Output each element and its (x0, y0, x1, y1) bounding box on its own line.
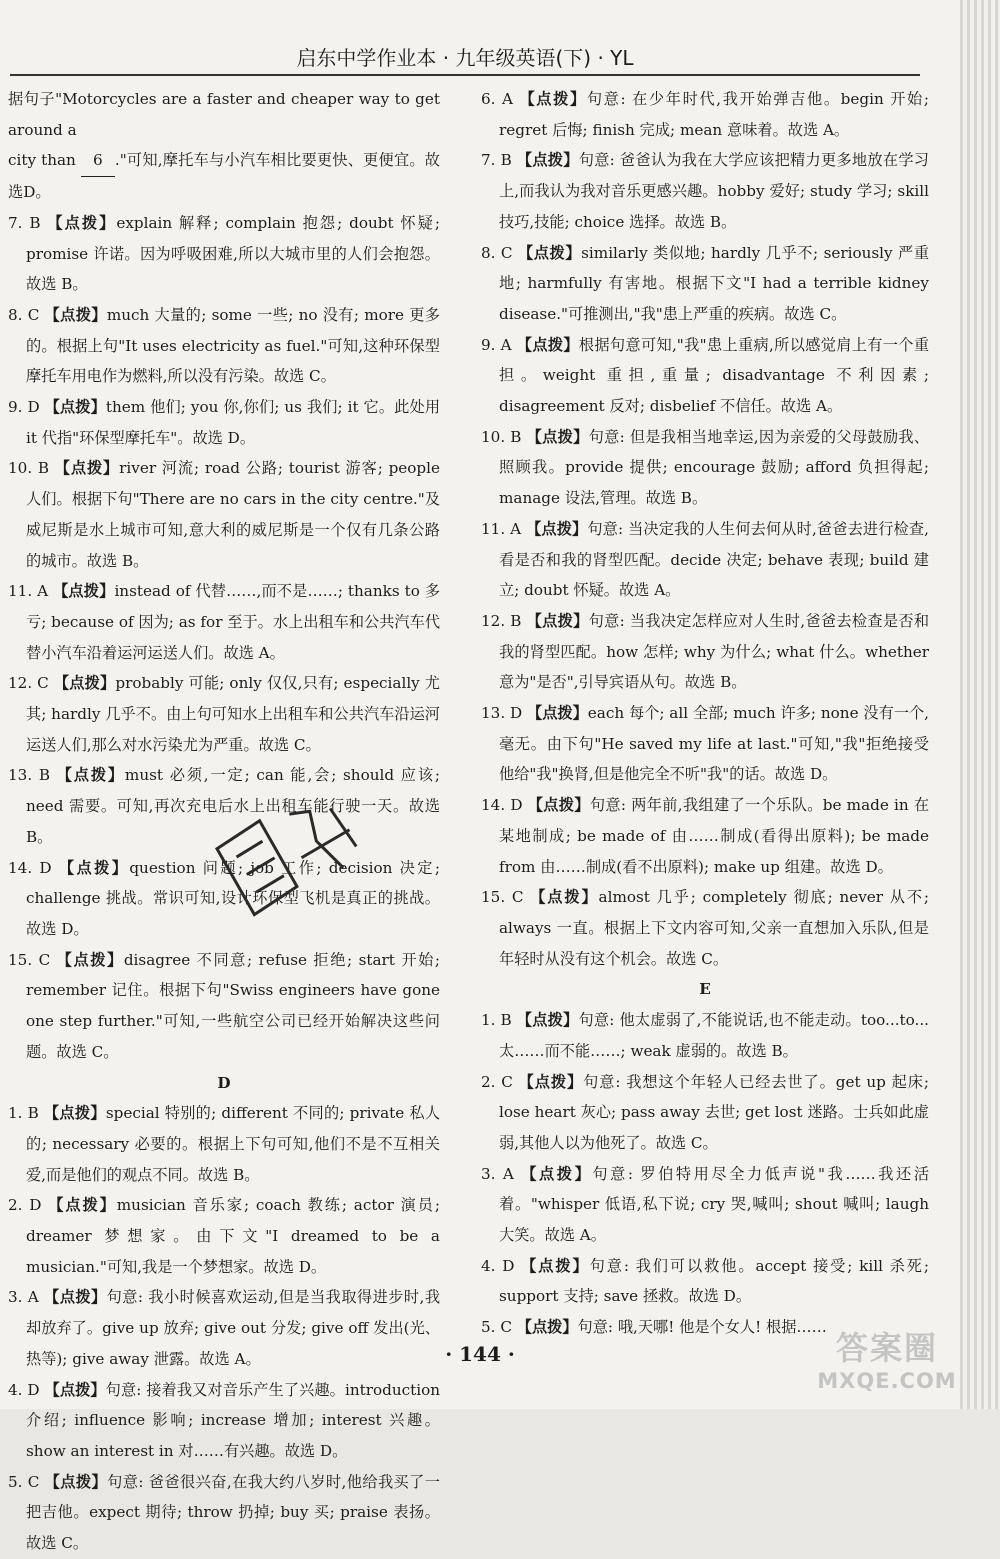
answer-number: 12. C (8, 674, 49, 693)
answer-text: 句意: 我想这个年轻人已经去世了。get up 起床; lose heart 灰心; pass away 去世; get lost 迷路。士兵如此虚弱,其他人以为他死了。故选 C。 (499, 1072, 929, 1152)
answer-text: 句意: 爸爸很兴奋,在我大约八岁时,他给我买了一把吉他。expect 期待; throw 扔掉; buy 买; praise 表扬。故选 C。 (26, 1472, 440, 1553)
answer-number: 7. B (8, 213, 41, 232)
answer-number: 9. A (481, 335, 512, 354)
answer-item (481, 238, 929, 330)
answer-text: disagree 不同意; refuse 拒绝; start 开始; remember 记住。根据下句"Swiss engineers have gone one step further."可知,一些航空公司已经开始解决这些问题。故选 C。 (26, 950, 441, 1061)
section-heading-d: D (217, 1073, 231, 1092)
hint-tag: 【点拨】 (516, 335, 579, 354)
answer-list (481, 84, 929, 974)
hint-tag: 【点拨】 (526, 427, 589, 446)
page-header: 启东中学作业本 · 九年级英语(下) · YL (10, 44, 920, 76)
answer-text: musician 音乐家; coach 教练; actor 演员; dreamer 梦想家。由下文"I dreamed to be a musician."可知,我是一个梦想家。故选 D。 (26, 1196, 441, 1276)
hint-tag: 【点拨】 (44, 1380, 106, 1399)
hint-tag: 【点拨】 (527, 796, 590, 815)
answer-item (481, 84, 929, 145)
hint-tag: 【点拨】 (516, 151, 579, 170)
answer-item (481, 514, 929, 606)
answer-number: 4. D (481, 1256, 515, 1275)
answer-number: 5. C (481, 1318, 512, 1337)
answer-text: 句意: 罗伯特用尽全力低声说"我……我还活着。"whisper 低语,私下说; cry 哭,喊叫; shout 喊叫; laugh 大笑。故选 A。 (499, 1164, 930, 1245)
answer-item (8, 1098, 440, 1190)
hint-tag: 【点拨】 (518, 1072, 584, 1091)
answer-item (481, 1067, 929, 1159)
hint-tag: 【点拨】 (526, 611, 589, 630)
answer-text: 句意: 我小时候喜欢运动,但是当我取得进步时,我却放弃了。give up 放弃; give out 分发; give off 发出(光、热等); give away 泄露。故选 A。 (26, 1288, 441, 1368)
answer-text: 根据句意可知,"我"患上重病,所以感觉肩上有一个重担。weight 重担,重量; disadvantage 不利因素; disagreement 反对; disbelief 不信任。故选 A。 (499, 335, 930, 416)
answer-text: 句意: 他太虚弱了,不能说话,也不能走动。too...to...太……而不能……; weak 虚弱的。故选 B。 (499, 1011, 930, 1060)
answer-text: them 他们; you 你,你们; us 我们; it 它。此处用 it 代指"环保型摩托车"。故选 D。 (26, 398, 441, 447)
hint-tag: 【点拨】 (44, 305, 107, 324)
hint-tag: 【点拨】 (44, 1472, 108, 1491)
answer-text: 句意: 在少年时代,我开始弹吉他。begin 开始; regret 后悔; finish 完成; mean 意味着。故选 A。 (499, 90, 930, 139)
answer-item (481, 790, 929, 882)
answer-number: 6. A (481, 90, 513, 108)
answer-number: 1. B (8, 1104, 39, 1123)
answer-text: much 大量的; some 一些; no 没有; more 更多的。根据上句"It uses electricity as fuel."可知,这种环保型摩托车用电作为燃料,所以没有污染。故选 C。 (26, 305, 440, 386)
answer-list (8, 1098, 440, 1559)
answer-text: must 必须,一定; can 能,会; should 应该; need 需要。可知,再次充电后水上出租车能行驶一天。故选 B。 (26, 766, 441, 846)
answer-text: 句意: 我们可以救他。accept 接受; kill 杀死; support 支持; save 拯救。故选 D。 (499, 1256, 930, 1306)
hint-tag: 【点拨】 (517, 243, 582, 262)
answer-item (8, 300, 440, 392)
answer-text: 句意: 当决定我的人生何去何从时,爸爸去进行检查,看是否和我的肾型匹配。decide 决定; behave 表现; build 建立; doubt 怀疑。故选 A。 (499, 519, 930, 600)
answer-number: 1. B (481, 1011, 512, 1030)
right-column (481, 84, 929, 1343)
answer-text: question 问题; job 工作; decision 决定; challenge 挑战。常识可知,设计环保型飞机是真正的挑战。故选 D。 (26, 858, 441, 938)
answer-item (8, 576, 440, 668)
answer-number: 3. A (8, 1288, 39, 1307)
hint-tag: 【点拨】 (521, 1164, 593, 1183)
hint-tag: 【点拨】 (56, 766, 125, 785)
answer-number: 10. B (8, 459, 50, 478)
answer-item (481, 698, 929, 790)
answer-number: 5. C (8, 1472, 40, 1491)
hint-tag: 【点拨】 (516, 1011, 579, 1030)
answer-item (8, 208, 440, 300)
answer-text: similarly 类似地; hardly 几乎不; seriously 严重地; harmfully 有害地。根据下文"I had a terrible kidney disease."可推测出,"我"患上严重的疾病。故选 C。 (499, 243, 930, 323)
answer-text: 句意: 哦,天哪! 他是个女人! 根据…… (577, 1318, 827, 1337)
hint-tag: 【点拨】 (56, 950, 124, 969)
answer-item (8, 1467, 440, 1559)
answer-text: 句意: 两年前,我组建了一个乐队。be made in 在某地制成; be made of 由……制成(看得出原料); be made from 由……制成(看不出原料); make up 组建。故选 D。 (499, 796, 930, 876)
section-heading-e: E (699, 980, 711, 999)
answer-list (8, 208, 440, 1068)
answer-number: 13. B (8, 766, 51, 785)
site-watermark: 答案圈 MXQE.COM (817, 1329, 957, 1393)
hint-tag: 【点拨】 (44, 398, 106, 417)
answer-number: 10. B (481, 427, 522, 446)
answer-text: 句意: 接着我又对音乐产生了兴趣。introduction 介绍; influence 影响; increase 增加; interest 兴趣。show an interest in 对……有兴趣。故选 D。 (26, 1380, 441, 1460)
hint-tag: 【点拨】 (526, 519, 588, 538)
hint-tag: 【点拨】 (527, 704, 588, 723)
hint-tag: 【点拨】 (58, 858, 130, 877)
hint-tag: 【点拨】 (519, 90, 587, 108)
answer-item (8, 453, 440, 576)
answer-text: probably 可能; only 仅仅,只有; especially 尤其; hardly 几乎不。由上句可知水上出租车和公共汽车沿运河运送人们,那么对水污染尤为严重。故选 C。 (26, 674, 440, 754)
hint-tag: 【点拨】 (521, 1256, 590, 1275)
answer-number: 7. B (481, 151, 512, 170)
answer-text: almost 几乎; completely 彻底; never 从不; always 一直。根据上下文内容可知,父亲一直想加入乐队,但是年轻时从没有这个机会。故选 C。 (499, 888, 930, 968)
answer-number: 13. D (481, 704, 523, 723)
hint-tag: 【点拨】 (516, 1318, 578, 1337)
answer-number: 15. C (481, 888, 524, 907)
answer-item (481, 330, 929, 422)
answer-number: 4. D (8, 1380, 40, 1399)
hint-tag: 【点拨】 (43, 1104, 106, 1123)
answer-number: 14. D (8, 858, 52, 877)
hint-tag: 【点拨】 (47, 213, 117, 232)
answer-number: 9. D (8, 398, 40, 417)
answer-item (481, 1251, 929, 1312)
answer-item (481, 606, 929, 698)
answer-number: 11. A (8, 582, 49, 601)
answer-number: 2. C (481, 1072, 513, 1091)
intro-paragraph: 据句子"Motorcycles are a faster and cheaper way to get around a city than 6 ."可知,摩托车与小汽车相比要更快、更便宜。故选D。 (8, 90, 440, 202)
answer-item (8, 1375, 440, 1467)
answer-list (481, 1005, 929, 1343)
answer-number: 15. C (8, 950, 51, 969)
hint-tag: 【点拨】 (54, 459, 120, 478)
answer-text: 句意: 但是我相当地幸运,因为亲爱的父母鼓励我、照顾我。provide 提供; encourage 鼓励; afford 负担得起; manage 设法,管理。故选 B。 (499, 427, 930, 508)
answer-item (8, 392, 440, 453)
answer-number: 2. D (8, 1196, 42, 1215)
answer-item (481, 1159, 929, 1251)
answer-item (8, 1190, 440, 1282)
answer-text: special 特别的; different 不同的; private 私人的; necessary 必要的。根据上下句可知,他们不是不互相关爱,而是他们的观点不同。故选 B。 (26, 1104, 441, 1184)
answer-number: 11. A (481, 519, 522, 538)
hint-tag: 【点拨】 (48, 1196, 117, 1215)
answer-item (8, 945, 440, 1068)
answer-text: 句意: 当我决定怎样应对人生时,爸爸去检查是否和我的肾型匹配。how 怎样; why 为什么; what 什么。whether 意为"是否",引导宾语从句。故选 B。 (499, 611, 930, 692)
answer-item (481, 1005, 929, 1066)
answer-number: 14. D (481, 796, 523, 815)
answer-text: 句意: 爸爸认为我在大学应该把精力更多地放在学习上,而我认为我对音乐更感兴趣。hobby 爱好; study 学习; skill 技巧,技能; choice 选择。故选 B。 (499, 151, 929, 231)
hint-tag: 【点拨】 (530, 888, 599, 907)
answer-item (481, 145, 929, 237)
page-edge (960, 0, 1000, 1409)
answer-item (481, 422, 929, 514)
fill-blank: 6 (81, 145, 115, 177)
answer-text: instead of 代替……,而不是……; thanks to 多亏; because of 因为; as for 至于。水上出租车和公共汽车代替小汽车沿着运河运送人们。故选 A。 (26, 582, 441, 662)
answer-text: river 河流; road 公路; tourist 游客; people 人们。根据下句"There are no cars in the city centre."及威尼斯是水上城市可知,意大利的威尼斯是一个仅有几条公路的城市。故选 B。 (26, 459, 440, 570)
answer-number: 3. A (481, 1164, 514, 1183)
hint-tag: 【点拨】 (53, 582, 115, 601)
page-number: · 144 · (445, 1342, 515, 1366)
answer-number: 12. B (481, 611, 522, 630)
answer-number: 8. C (481, 243, 513, 262)
answer-item (8, 668, 440, 760)
answer-item (481, 882, 929, 974)
hint-tag: 【点拨】 (53, 674, 116, 693)
hint-tag: 【点拨】 (44, 1288, 107, 1307)
answer-text: explain 解释; complain 抱怨; doubt 怀疑; promise 许诺。因为呼吸困难,所以大城市里的人们会抱怨。故选 B。 (26, 213, 441, 294)
answer-number: 8. C (8, 305, 40, 324)
answer-text: each 每个; all 全部; much 许多; none 没有一个,毫无。由下句"He saved my life at last."可知,"我"拒绝接受他给"我"换肾,但是他完全不听"我"的话。故选 D。 (499, 704, 929, 784)
